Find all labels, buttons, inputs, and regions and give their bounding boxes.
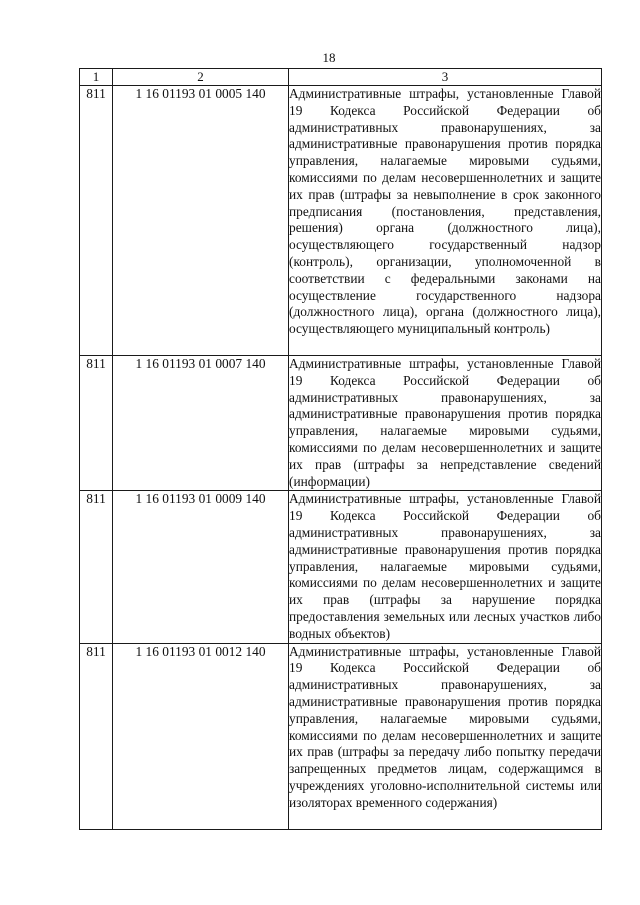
budget-codes-table: [79, 68, 602, 830]
description-cell: Административные штрафы, установленные Главой 19 Кодекса Российской Федерации об административных правонарушениях, за административные правонарушения против порядка управления, налагаемые мировыми судьями, комиссиями по делам несовершеннолетних и защите их прав (штрафы за передачу либо попытку передачи запрещенных предметов лицам, содержащимся в учреждениях уголовно-исполнительной системы или изоляторах временного содержания): [289, 643, 602, 829]
table-row: [80, 643, 602, 829]
kbk-code-cell: 1 16 01193 01 0012 140: [113, 643, 289, 829]
admin-code-cell: 811: [80, 491, 113, 643]
column-number-3: 3: [289, 69, 602, 86]
table-row: [80, 491, 602, 643]
admin-code-cell: 811: [80, 356, 113, 491]
page-number: 18: [322, 50, 336, 65]
kbk-code-cell: 1 16 01193 01 0005 140: [113, 86, 289, 356]
table-row: [80, 86, 602, 356]
column-number-1: 1: [80, 69, 113, 86]
description-cell: Административные штрафы, установленные Главой 19 Кодекса Российской Федерации об административных правонарушениях, за административные правонарушения против порядка управления, налагаемые мировыми судьями, комиссиями по делам несовершеннолетних и защите их прав (штрафы за нарушение порядка предоставления земельных или лесных участков либо водных объектов): [289, 491, 602, 643]
kbk-code-cell: 1 16 01193 01 0009 140: [113, 491, 289, 643]
description-cell: Административные штрафы, установленные Главой 19 Кодекса Российской Федерации об административных правонарушениях, за административные правонарушения против порядка управления, налагаемые мировыми судьями, комиссиями по делам несовершеннолетних и защите их прав (штрафы за непредставление сведений (информации): [289, 356, 602, 491]
column-number-2: 2: [113, 69, 289, 86]
kbk-code-cell: 1 16 01193 01 0007 140: [113, 356, 289, 491]
table-header-row: [80, 69, 602, 86]
description-cell: Административные штрафы, установленные Главой 19 Кодекса Российской Федерации об административных правонарушениях, за административные правонарушения против порядка управления, налагаемые мировыми судьями, комиссиями по делам несовершеннолетних и защите их прав (штрафы за невыполнение в срок законного предписания (постановления, представления, решения) органа (должностного лица), осуществляющего государственный надзор (контроль), организации, уполномоченной в соответствии с федеральными законами на осуществление государственного надзора (должностного лица), органа (должностного лица), осуществляющего муниципальный контроль): [289, 86, 602, 356]
admin-code-cell: 811: [80, 643, 113, 829]
admin-code-cell: 811: [80, 86, 113, 356]
table-row: [80, 356, 602, 491]
